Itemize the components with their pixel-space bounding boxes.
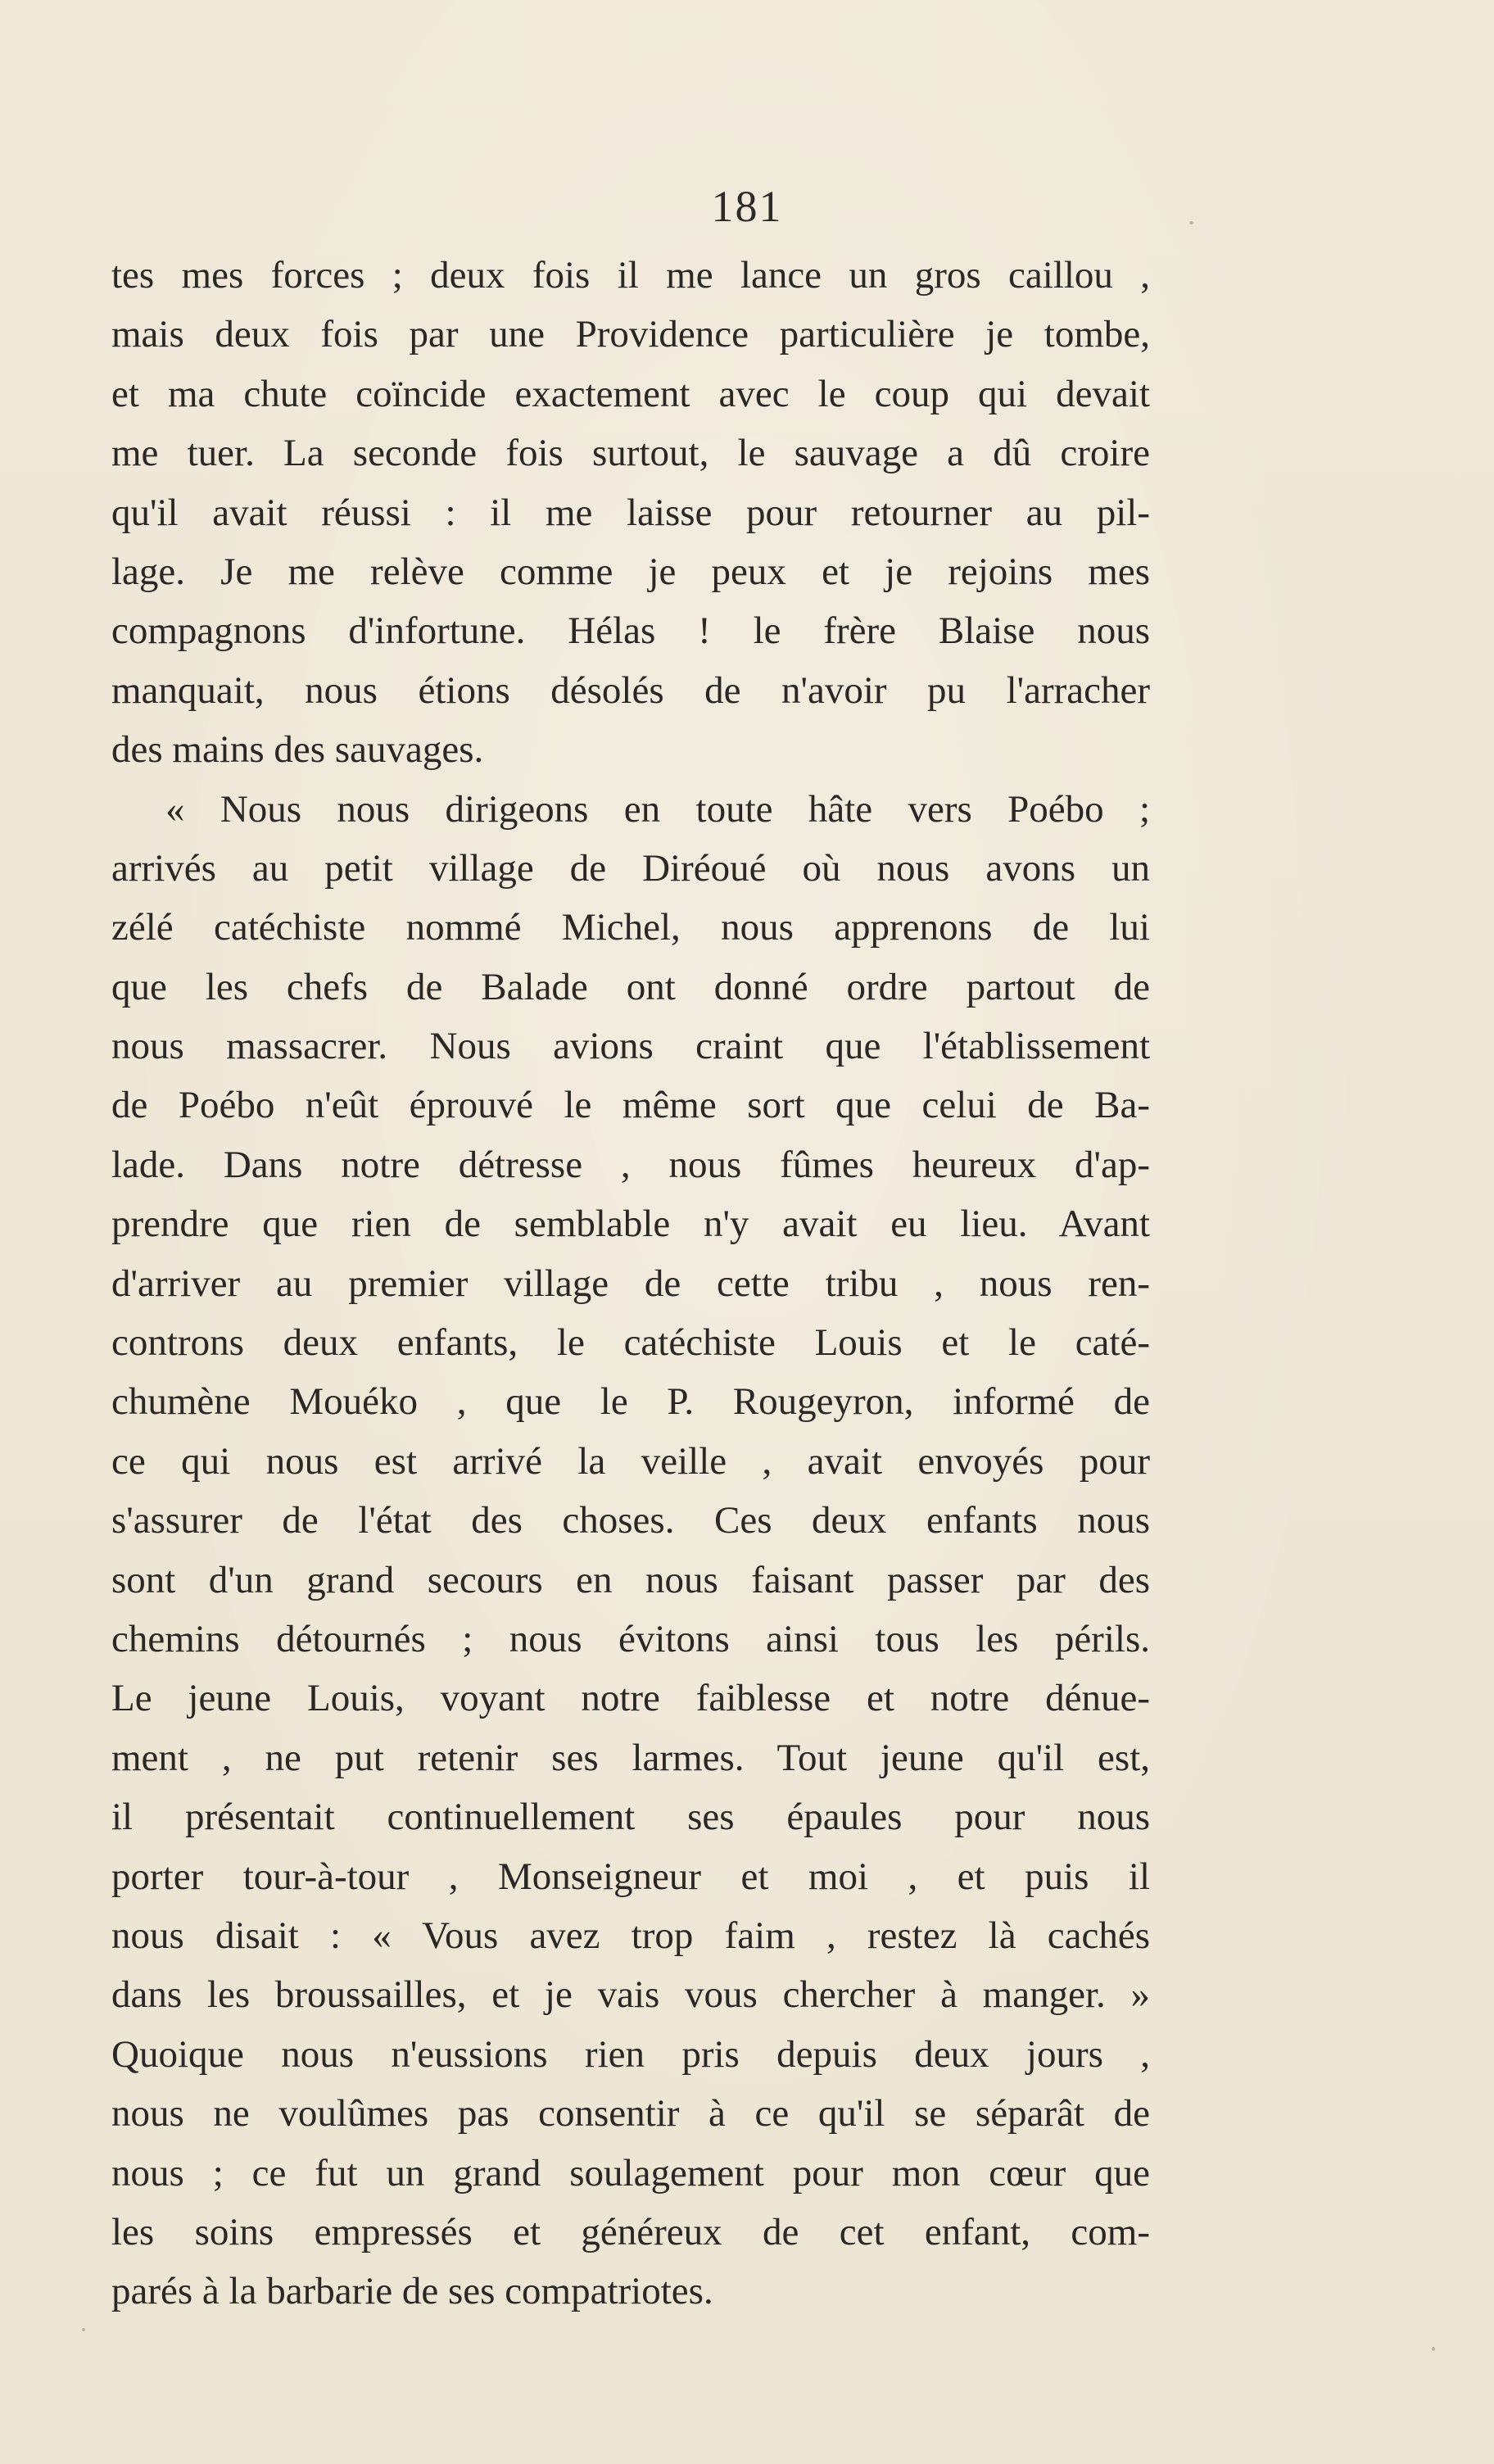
text-line: chumène Mouéko , que le P. Rougeyron, informé de [111,1380,1150,1424]
text-line: de Poébo n'eût éprouvé le même sort que celui de Ba- [111,1084,1150,1127]
text-line: dans les broussailles, et je vais vous chercher à manger. » [111,1973,1150,2017]
text-line: ce qui nous est arrivé la veille , avait envoyés pour [111,1439,1150,1483]
paper-speck [1432,2347,1435,2351]
text-line: Quoique nous n'eussions rien pris depuis deux jours , [111,2032,1150,2076]
text-line: que les chefs de Balade ont donné ordre partout de [111,965,1150,1008]
text-line: arrivés au petit village de Diréoué où nous avons un [111,846,1150,890]
text-line: les soins empressés et généreux de cet enfant, com- [111,2210,1150,2253]
text-line: nous ; ce fut un grand soulagement pour mon cœur que [111,2151,1150,2194]
text-line: manquait, nous étions désolés de n'avoir pu l'arracher [111,668,1150,712]
text-line: des mains des sauvages. [111,728,484,772]
text-line: tes mes forces ; deux fois il me lance un gros caillou , [111,254,1150,297]
text-line: sont d'un grand secours en nous faisant passer par des [111,1558,1150,1601]
text-line: Le jeune Louis, voyant notre faiblesse et notre dénue- [111,1677,1150,1720]
text-line: ment , ne put retenir ses larmes. Tout jeune qu'il est, [111,1736,1150,1779]
text-line: lage. Je me relève comme je peux et je rejoins mes [111,550,1150,593]
text-line: lade. Dans notre détresse , nous fûmes heureux d'ap- [111,1143,1150,1186]
text-line: et ma chute coïncide exactement avec le coup qui devait [111,372,1150,415]
text-line: porter tour-à-tour , Monseigneur et moi , et puis il [111,1855,1150,1898]
text-line: « Nous nous dirigeons en toute hâte vers Poébo ; [165,787,1150,831]
text-line: zélé catéchiste nommé Michel, nous apprenons de lui [111,906,1150,949]
text-line: nous massacrer. Nous avions craint que l'établissement [111,1025,1150,1068]
text-line: d'arriver au premier village de cette tribu , nous ren- [111,1261,1150,1305]
text-line: mais deux fois par une Providence particulière je tombe, [111,313,1150,356]
text-line: controns deux enfants, le catéchiste Louis et le caté- [111,1321,1150,1365]
text-line: me tuer. La seconde fois surtout, le sauvage a dû croire [111,432,1150,475]
text-line: prendre que rien de semblable n'y avait eu lieu. Avant [111,1203,1150,1246]
text-line: nous disait : « Vous avez trop faim , restez là cachés [111,1914,1150,1957]
paper-speck [82,2328,85,2331]
text-line: nous ne voulûmes pas consentir à ce qu'il se séparât de [111,2092,1150,2136]
text-line: s'assurer de l'état des choses. Ces deux enfants nous [111,1499,1150,1542]
text-line: chemins détournés ; nous évitons ainsi tous les périls. [111,1617,1150,1660]
text-line: il présentait continuellement ses épaules pour nous [111,1796,1150,1839]
body-text [111,246,1150,2321]
text-line: parés à la barbarie de ses compatriotes. [111,2270,713,2313]
text-line: compagnons d'infortune. Hélas ! le frère Blaise nous [111,609,1150,653]
page-number: 181 [711,182,783,231]
text-line: qu'il avait réussi : il me laisse pour retourner au pil- [111,491,1150,534]
